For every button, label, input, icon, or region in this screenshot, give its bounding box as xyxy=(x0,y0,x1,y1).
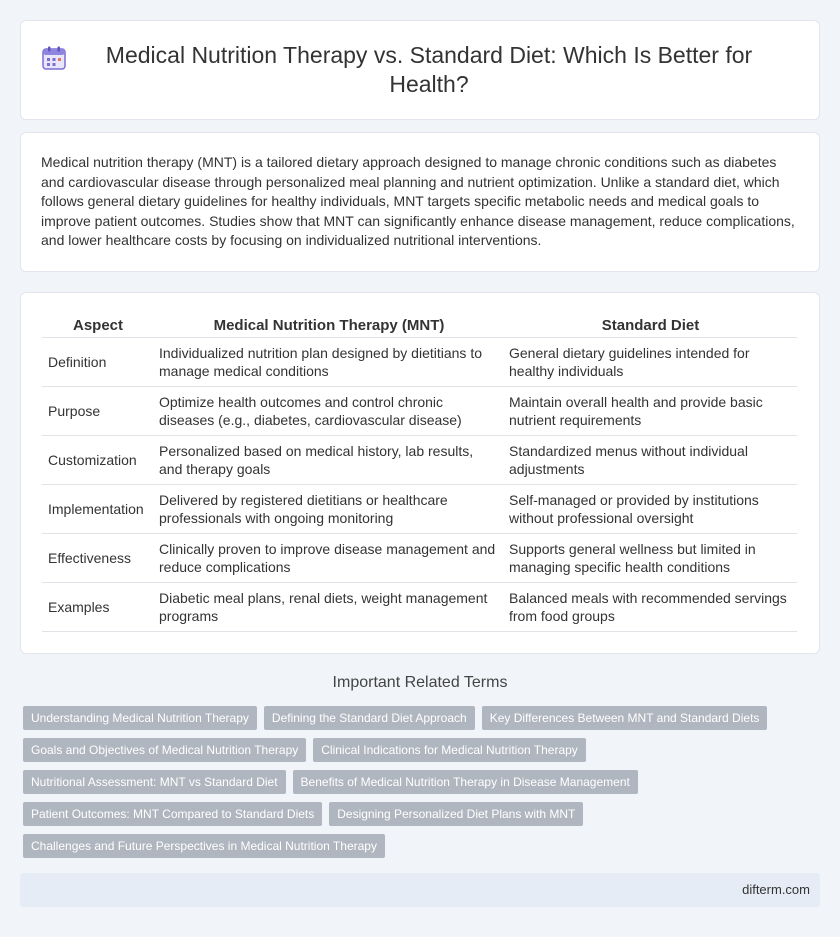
related-term-tag[interactable]: Designing Personalized Diet Plans with MNT xyxy=(329,802,583,826)
row-standard-diet: Standardized menus without individual adjustments xyxy=(504,435,797,484)
header-mnt: Medical Nutrition Therapy (MNT) xyxy=(154,313,504,337)
row-standard-diet: General dietary guidelines intended for healthy individuals xyxy=(504,337,797,386)
row-mnt: Clinically proven to improve disease management and reduce complications xyxy=(154,533,504,582)
row-mnt: Individualized nutrition plan designed by dietitians to manage medical conditions xyxy=(154,337,504,386)
related-term-tag[interactable]: Patient Outcomes: MNT Compared to Standard Diets xyxy=(23,802,322,826)
intro-card xyxy=(20,132,820,272)
related-term-tag[interactable]: Goals and Objectives of Medical Nutrition Therapy xyxy=(23,738,306,762)
related-term-tag[interactable]: Understanding Medical Nutrition Therapy xyxy=(23,706,257,730)
related-terms-title: Important Related Terms xyxy=(332,674,508,691)
row-aspect: Effectiveness xyxy=(42,533,154,582)
row-standard-diet: Maintain overall health and provide basic nutrient requirements xyxy=(504,386,797,435)
row-standard-diet: Supports general wellness but limited in managing specific health conditions xyxy=(504,533,797,582)
row-aspect: Purpose xyxy=(42,386,154,435)
table-row xyxy=(42,337,797,386)
row-mnt: Delivered by registered dietitians or healthcare professionals with ongoing monitoring xyxy=(154,484,504,533)
footer xyxy=(20,873,820,907)
header-card xyxy=(20,20,820,120)
related-term-tag[interactable]: Benefits of Medical Nutrition Therapy in Disease Management xyxy=(293,770,638,794)
calendar-icon xyxy=(41,45,67,71)
related-term-tag[interactable]: Clinical Indications for Medical Nutrition Therapy xyxy=(313,738,586,762)
row-mnt: Personalized based on medical history, lab results, and therapy goals xyxy=(154,435,504,484)
row-standard-diet: Self-managed or provided by institutions without professional oversight xyxy=(504,484,797,533)
row-mnt: Optimize health outcomes and control chronic diseases (e.g., diabetes, cardiovascular disease) xyxy=(154,386,504,435)
intro-paragraph: Medical nutrition therapy (MNT) is a tailored dietary approach designed to manage chronic conditions such as diabetes and cardiovascular disease through personalized meal planning and nutrient optimization. Unlike a standard diet, which follows general dietary guidelines for healthy individuals, MNT targets specific metabolic needs and medical goals to improve patient outcomes. Studies show that MNT can significantly enhance disease management, reduce complications, and lower healthcare costs by focusing on individualized nutritional interventions. xyxy=(41,154,795,248)
table-row xyxy=(42,386,797,435)
header-aspect: Aspect xyxy=(42,313,154,337)
page-title: Medical Nutrition Therapy vs. Standard Diet: Which Is Better for Health? xyxy=(105,42,753,97)
table-row xyxy=(42,435,797,484)
related-term-tag[interactable]: Key Differences Between MNT and Standard Diets xyxy=(482,706,768,730)
related-term-tag[interactable]: Nutritional Assessment: MNT vs Standard Diet xyxy=(23,770,286,794)
title-wrap xyxy=(61,41,779,99)
comparison-table-card xyxy=(20,292,820,654)
header-standard-diet: Standard Diet xyxy=(504,313,797,337)
footer-site-link[interactable]: difterm.com xyxy=(742,882,810,897)
table-row xyxy=(42,582,797,631)
row-aspect: Customization xyxy=(42,435,154,484)
table-row xyxy=(42,533,797,582)
table-header-row xyxy=(42,313,797,337)
table-row xyxy=(42,484,797,533)
row-standard-diet: Balanced meals with recommended servings from food groups xyxy=(504,582,797,631)
row-aspect: Implementation xyxy=(42,484,154,533)
row-aspect: Definition xyxy=(42,337,154,386)
row-aspect: Examples xyxy=(42,582,154,631)
related-terms-list xyxy=(23,706,823,866)
related-term-tag[interactable]: Defining the Standard Diet Approach xyxy=(264,706,475,730)
comparison-table xyxy=(42,313,797,632)
related-term-tag[interactable]: Challenges and Future Perspectives in Medical Nutrition Therapy xyxy=(23,834,385,858)
row-mnt: Diabetic meal plans, renal diets, weight management programs xyxy=(154,582,504,631)
